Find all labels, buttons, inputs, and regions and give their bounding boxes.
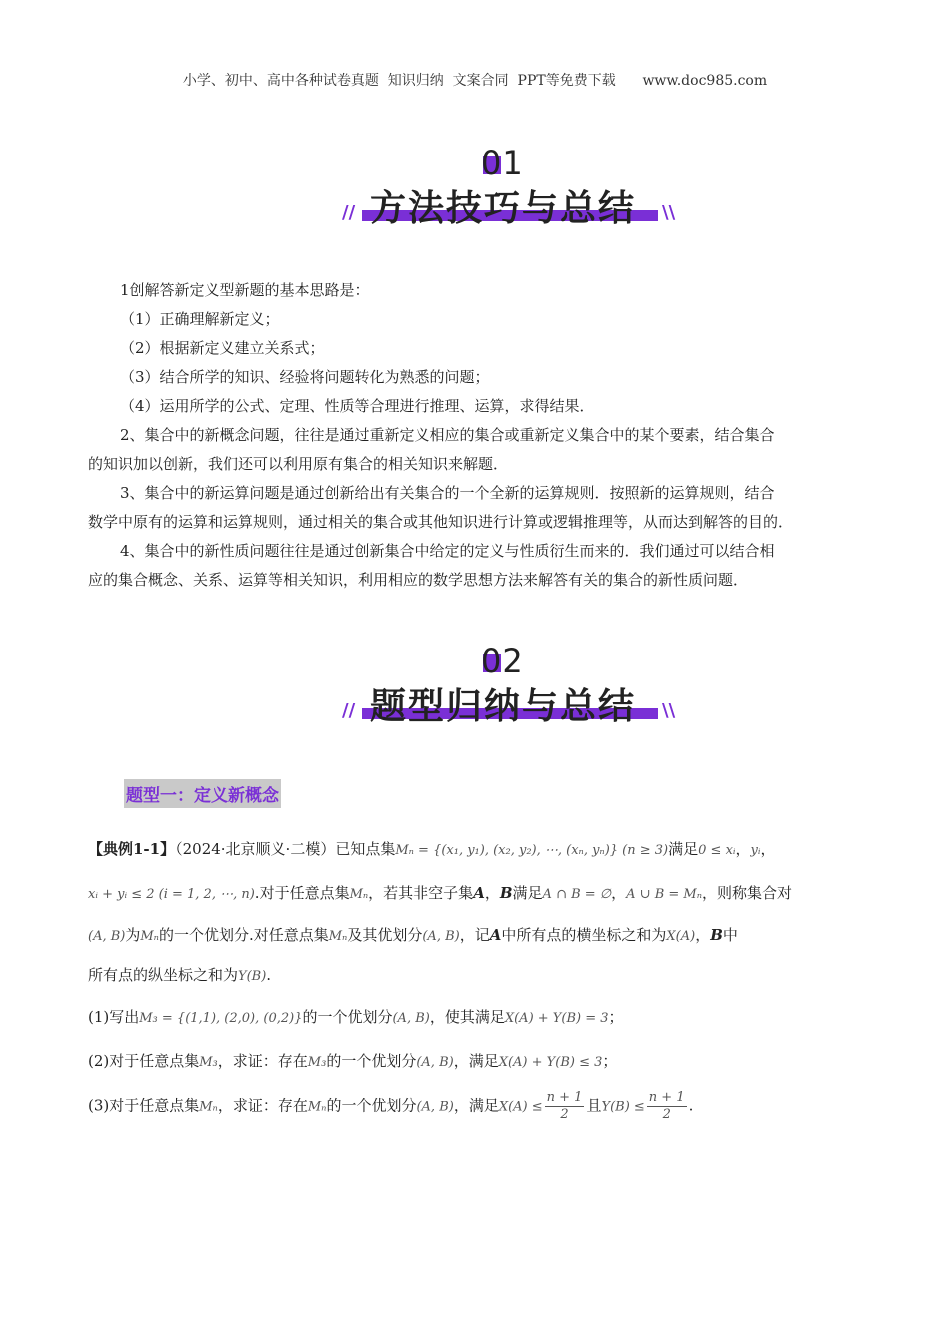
question-2 [88,1050,617,1071]
text: 的一个优划分 [326,1052,417,1070]
text: ， [484,884,500,902]
question-1 [88,1006,624,1027]
fraction-numerator: n + 1 [648,1090,685,1105]
example-line-3 [88,924,738,945]
question-type-tag: 题型一：定义新概念 [124,779,281,808]
math-a: A [473,884,485,902]
text: 的一个优划分 [302,1008,393,1026]
text: ， [695,926,711,944]
text: 的一个优划分 [326,1096,417,1115]
math-a: A [489,926,502,944]
math-m3: M₃ [307,1055,327,1070]
example-label: 【典例1-1】 [88,840,176,858]
text: 所有点的纵坐标之和为 [88,966,239,984]
text: 中所有点的横坐标之和为 [501,926,667,944]
math-pair: (A, B) [416,1055,454,1070]
text: 满足 [512,884,543,902]
example-source: （2024·北京顺义·二模）已知点集 [175,840,396,858]
math-yb-le: Y(B) ≤ [601,1099,645,1115]
method-step-1: （1）正确理解新定义； [120,310,280,328]
math-pair: (A, B) [416,1099,454,1115]
page-header: 小学、初中、高中各种试卷真题 知识归纳 文案合同 PPT等免费下载 www.doc985.com [182,73,768,89]
math-condition: xᵢ + yᵢ ≤ 2 (i = 1, 2, ⋯, n) [88,887,255,902]
fraction-denominator: 2 [662,1107,671,1122]
text: ，求证：存在 [217,1096,308,1115]
text: . [688,1096,694,1115]
math-b: B [499,884,513,902]
math-mn: Mₙ [199,1099,218,1115]
math-set-mn: Mₙ = {(x₁, y₁), (x₂, y₂), ⋯, (xₙ, yₙ)} (n ≥ 3) [395,843,669,858]
fraction-numerator: n + 1 [546,1090,583,1105]
text: ，使其满足 [429,1008,505,1026]
slash-decoration-right: \\ [662,700,676,721]
text: ，满足 [453,1096,499,1115]
method-step-2: （2）根据新定义建立关系式； [120,339,325,357]
text: ，记 [459,926,490,944]
math-set-m3: M₃ = {(1,1), (2,0), (0,2)} [139,1011,303,1026]
text: 为 [125,926,141,944]
math-pair: (A, B) [88,929,126,944]
math-mn: Mₙ [140,929,159,944]
example-line-4 [88,964,271,985]
math-condition: 0 ≤ xᵢ [698,843,736,858]
section-banner-types [340,644,685,734]
text: 的一个优划分.对任意点集 [158,926,329,944]
math-inequality: X(A) + Y(B) ≤ 3 [498,1055,603,1070]
text: .对于任意点集 [254,884,350,902]
section-number: 02 [481,642,524,680]
text: 及其优划分 [347,926,423,944]
math-mn: Mₙ [328,929,348,944]
method-point-2-line-1: 2、集合中的新概念问题，往往是通过重新定义相应的集合或重新定义集合中的某个要素，结合集合 [120,426,775,444]
text: ， [735,840,751,858]
text: ； [608,1008,624,1026]
text: . [266,966,272,984]
math-condition: yᵢ [750,843,761,858]
math-pair: (A, B) [422,929,460,944]
section-title: 题型归纳与总结 [370,686,637,727]
text: ，若其非空子集 [368,884,474,902]
text: 且 [586,1096,602,1115]
math-xa: X(A) [666,929,696,944]
question-3 [88,1090,693,1123]
math-mn: Mₙ [349,887,369,902]
math-xa-le: X(A) ≤ [498,1099,543,1115]
math-pair: (A, B) [392,1011,430,1026]
section-title: 方法技巧与总结 [370,188,637,229]
math-mn: Mₙ [307,1099,327,1115]
text: 满足 [668,840,699,858]
text: ； [602,1052,618,1070]
math-fraction [545,1090,585,1123]
math-yb: Y(B) [238,969,267,984]
slash-decoration-left: // [342,202,356,223]
method-point-2-line-2: 的知识加以创新，我们还可以利用原有集合的相关知识来解题． [88,455,509,473]
text: ，满足 [453,1052,499,1070]
method-step-3: （3）结合所学的知识、经验将问题转化为熟悉的问题； [120,368,490,386]
method-point-4-line-1: 4、集合中的新性质问题往往是通过创新集合中给定的定义与性质衍生而来的．我们通过可以结合相 [120,542,775,560]
text: ， [611,884,627,902]
slash-decoration-left: // [342,700,356,721]
section-banner-methods [340,146,685,236]
text: (2)对于任意点集 [88,1052,200,1070]
method-intro: 1创解答新定义型新题的基本思路是： [120,281,370,299]
text: 中 [722,926,738,944]
method-point-4-line-2: 应的集合概念、关系、运算等相关知识，利用相应的数学思想方法来解答有关的集合的新性质问题． [88,571,749,589]
text: ，则称集合对 [702,884,793,902]
method-point-3-line-2: 数学中原有的运算和运算规则，通过相关的集合或其他知识进行计算或逻辑推理等，从而达到解答的目的． [88,513,794,531]
text: ，求证：存在 [217,1052,308,1070]
methods-body [88,276,863,595]
math-fraction [647,1090,687,1123]
section-number: 01 [481,144,524,182]
fraction-denominator: 2 [560,1107,569,1122]
method-point-3-line-1: 3、集合中的新运算问题是通过创新给出有关集合的一个全新的运算规则．按照新的运算规则，结合 [120,484,775,502]
text: (1)写出 [88,1008,140,1026]
math-m3: M₃ [199,1055,218,1070]
math-equation: X(A) + Y(B) = 3 [504,1011,609,1026]
text: (3)对于任意点集 [88,1096,200,1115]
math-intersection: A ∩ B = ∅ [542,887,612,902]
text: ， [760,840,776,858]
example-line-2 [88,882,792,903]
math-union: A ∪ B = Mₙ [626,887,702,902]
example-line-1 [88,838,776,859]
slash-decoration-right: \\ [662,202,676,223]
method-step-4: （4）运用所学的公式、定理、性质等合理进行推理、运算，求得结果． [120,397,595,415]
math-b: B [710,926,723,944]
